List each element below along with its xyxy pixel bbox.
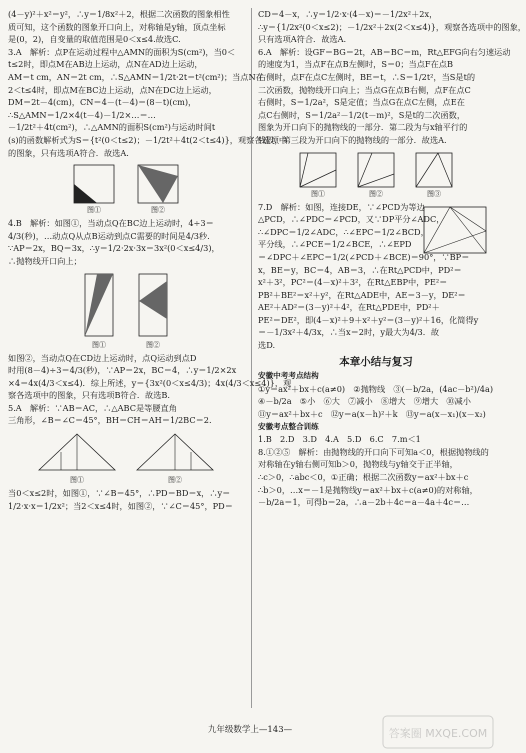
text-line: 线段，第三段为开口向下的抛物线的一部分．故选A. [258,134,447,145]
square-diagram-icon [296,150,340,190]
text-line: DM＝2t－4(cm)，CN＝4－(t－4)＝(8－t)(cm)， [8,97,197,108]
figure-q6-2 [354,150,398,199]
text-line: (s)的函数解析式为S＝{t²(0＜t≤2)；－1/2t²＋4t(2＜t≤4)}，观察各选项中 [8,134,288,145]
text-line: ∴抛物线开口向上； [8,255,82,266]
text-line: ＝－1/3x²＋4/3x，∴当x＝2时，y最大为4/3．故 [258,327,440,338]
figure-q3-1 [69,162,119,215]
text-line: AM＝t cm，AN＝2t cm，∴S△AMN＝1/2t·2t＝t²(cm²)；当点N在 [8,71,264,82]
text-line: －1/2t²＋4t(cm²)，∴△AMN的面积S(cm²)与运动时间t [8,122,216,133]
text-line: 是(0，2)，自变量的取值范围是0＜x≤4.故选C. [8,34,181,45]
text-line: △PCD，∴∠PDC＝∠PCD，又∵DP平分∠ADC， [258,214,445,225]
text-line: x，BE＝y，BC＝4，AB＝3，∴在Rt△PCD中，PD²＝ [258,264,462,275]
figure-row-q4 [8,271,244,350]
figure-q5-2 [133,430,217,485]
figure-q6-3 [412,150,456,199]
answers-structure [258,383,494,421]
text-line: 对称轴在y轴右侧可知b＞0，抛物线与y轴交于正半轴， [258,459,458,470]
chapter-title: 本章小结与复习 [339,355,413,368]
figure-caption: 图① [87,206,101,215]
rectangle-diagram-icon [420,203,490,259]
text-line: 三角形，∠B＝∠C＝45°，BH＝CH＝AH＝1/2BC＝2. [8,415,212,426]
text-line: 1.B 2.D 3.D 4.A 5.D 6.C 7.m＜1 [258,434,421,445]
figure-caption: 图② [168,476,182,485]
figure-q3-2 [133,162,183,215]
text-line: (4－y)²＋x²＝y²，∴y＝1/8x²＋2，根据二次函数的图象相性 [8,9,230,19]
text-line: CD＝4－x，∴y＝1/2·x·(4－x)＝－1/2x²＋2x， [258,9,438,19]
triangle-diagram-icon [133,430,217,476]
text-line: 质可知，这个函数的图象开口向上，对称轴是y轴，顶点坐标 [8,21,226,32]
text-line: ＝∠DPC＋∠EPC＝1/2(∠PCD＋∠BCE)＝90°，∵BP＝ [258,251,470,262]
text-line: 1/2·x·x＝1/2x²；当2＜x≤4时，如图②，∵∠C＝45°，PD＝ [8,500,233,511]
figure-row-q6 [258,150,494,199]
answers-training [258,433,494,509]
figure-q6-1 [296,150,340,199]
text-line: ①y＝ax²＋bx＋c(a≠0) ②抛物线 ③(－b/2a，(4ac－b²)/4a) [258,383,494,394]
text-line: 当0＜x≤2时，如图①，∵∠B＝45°，∴PD＝BD＝x，∴y＝ [8,488,231,499]
text-line: 右侧时，点F在点C左侧时，BE＝t，∴S＝1/2t²，当S是t的 [258,71,476,82]
text-line: 察各选项中的图象，只有选项B符合．故选B. [8,390,171,401]
text-line: 2＜t≤4时，即点M在BC边上运动，点N在DC边上运动， [8,84,217,95]
left-block1 [8,8,288,159]
column-divider [251,8,252,708]
text-line: 时用(8－4)÷3＝4/3(秒)，∵AP＝2x，BC＝4，∴y＝1/2×2x [8,365,237,376]
text-line: PB²＋BE²＝x²＋y²，在Rt△ADE中，AE＝3－y，DE²＝ [258,289,466,300]
figure-caption: 图② [146,340,160,349]
text-line: ⑪y＝ax²＋bx＋c ⑫y＝a(x－h)²＋k ⑬y＝a(x－x₁)(x－x₂) [258,409,486,420]
text-line: ∴y＝{1/2x²(0＜x≤2)；－1/2x²＋2x(2＜x≤4)}，观察各选项中的图象， [258,21,526,32]
text-line: ∴∠DPC＝1/2∠ADC，∴∠EPC＝1/2∠BCD， [258,226,429,237]
text-line: AE²＋AD²＝(3－y)²＋4²，在Rt△PDE中，PD²＋ [258,302,440,313]
text-line: PE²＝DE²，即(4－x)²＋9＋x²＋y²＝(3－y)²＋16，化简得y [258,314,479,325]
right-block2 [258,201,494,352]
text-line: t≤2时，即点M在AB边上运动，点N在AD边上运动， [8,59,203,70]
text-line: ∵AP＝2x，BQ＝3x，∴y＝1/2·2x·3x＝3x²(0＜x≤4/3)， [8,243,220,254]
text-line: ∴S△AMN＝1/2×4(t－4)－1/2×…＝… [8,109,156,120]
text-line: x²＋3²，PC²＝(4－x)²＋3²，在Rt△EBP中，PE²＝ [258,277,448,288]
left-block4 [8,487,244,512]
figure-caption: 图① [311,189,325,198]
text-line: 图象为开口向下的抛物线的一部分．第二段为与x轴平行的 [258,122,468,133]
rectangle-diagram-icon [79,271,119,341]
left-block2 [8,217,244,267]
figure-caption: 图② [151,206,165,215]
figure-caption: 图③ [427,189,441,198]
svg-text:答案圈 MXQE.COM: 答案圈 MXQE.COM [388,727,488,740]
text-line: 选D. [258,340,276,351]
square-diagram-icon [69,162,119,206]
text-line: －b/2a＝1，可得b＝2a，∴a－2b＋4c＝a－4a＋4c＝… [258,497,470,508]
figure-caption: 图② [369,189,383,198]
section-heading: 安徽考点整合训练 [258,421,319,431]
figure-caption: 图① [70,476,84,485]
text-line: 4.B 解析：如图①，当动点Q在BC边上运动时，4÷3＝ [8,218,214,229]
rectangle-diagram-icon [133,271,173,341]
text-line: 只有选项A符合．故选A. [258,34,347,45]
figure-caption: 图① [92,340,106,349]
square-diagram-icon [133,162,183,206]
text-line: ④－b/2a ⑤小 ⑥大 ⑦减小 ⑧增大 ⑨增大 ⑩减小 [258,396,471,407]
text-line: 7.D 解析：如图，连接DE，∵∠PCD为等边 [258,201,425,212]
triangle-diagram-icon [35,430,119,476]
figure-q4-1 [79,271,119,350]
text-line: 点C右侧时，S＝1/2a²－1/2(t－m)²，S是t的二次函数， [258,109,466,120]
figure-row-q3 [8,162,244,215]
text-line: 右侧时，S＝1/2a²，S是定值；当点G在点C左侧，点E在 [258,97,465,108]
text-line: 3.A 解析：点P在运动过程中△AMN的面积为S(cm²)，当0＜ [8,46,236,57]
text-line: 5.A 解析：∵AB＝AC，∴△ABC是等腰直角 [8,402,177,413]
text-line: ∴b＞0，…x＝－1是抛物线y＝ax²＋bx＋c(a≠0)的对称轴， [258,484,478,495]
text-line: 如图②，当动点Q在CD边上运动时，点Q运动到点D [8,352,197,363]
square-diagram-icon [412,150,456,190]
right-column [258,8,526,509]
text-line: ∴c＞0，∴abc＜0，①正确；根据二次函数y＝ax²＋bx＋c [258,472,469,482]
text-line: 6.A 解析：设GF＝BG＝2t，AB＝BC＝m，Rt△EFG向右匀速运动 [258,46,511,57]
square-diagram-icon [354,150,398,190]
text-line: 的图象，只有选项A符合．故选A. [8,147,129,158]
figure-row-q5 [8,430,244,485]
text-line: 4/3(秒)，…动点Q从点B运动到点C需要的时间是4/3秒. [8,230,210,241]
section-heading: 安徽中考考点结构 [258,371,319,381]
right-block1 [258,8,526,147]
figure-q4-2 [133,271,173,350]
text-line: ×4＝4x(4/3＜x≤4)．综上所述，y＝{3x²(0＜x≤4/3)；4x(4/3＜x≤4)}，观 [8,377,292,388]
text-line: 的速度为1，当点F在点B左侧时，S＝0；当点F在点B [258,59,453,70]
watermark-logo-icon [382,715,494,749]
text-line: 8.①②⑤ 解析：由抛物线的开口向下可知a＜0，根据抛物线的 [258,446,489,457]
figure-q5-1 [35,430,119,485]
text-line: 平分线，∴∠PCE＝1/2∠BCE，∴∠EPD [258,239,412,250]
text-line: 二次函数，抛物线开口向上；当点G在点B右侧，点F在点C [258,84,471,95]
page-footer: 九年级数学上—143— [207,725,293,735]
